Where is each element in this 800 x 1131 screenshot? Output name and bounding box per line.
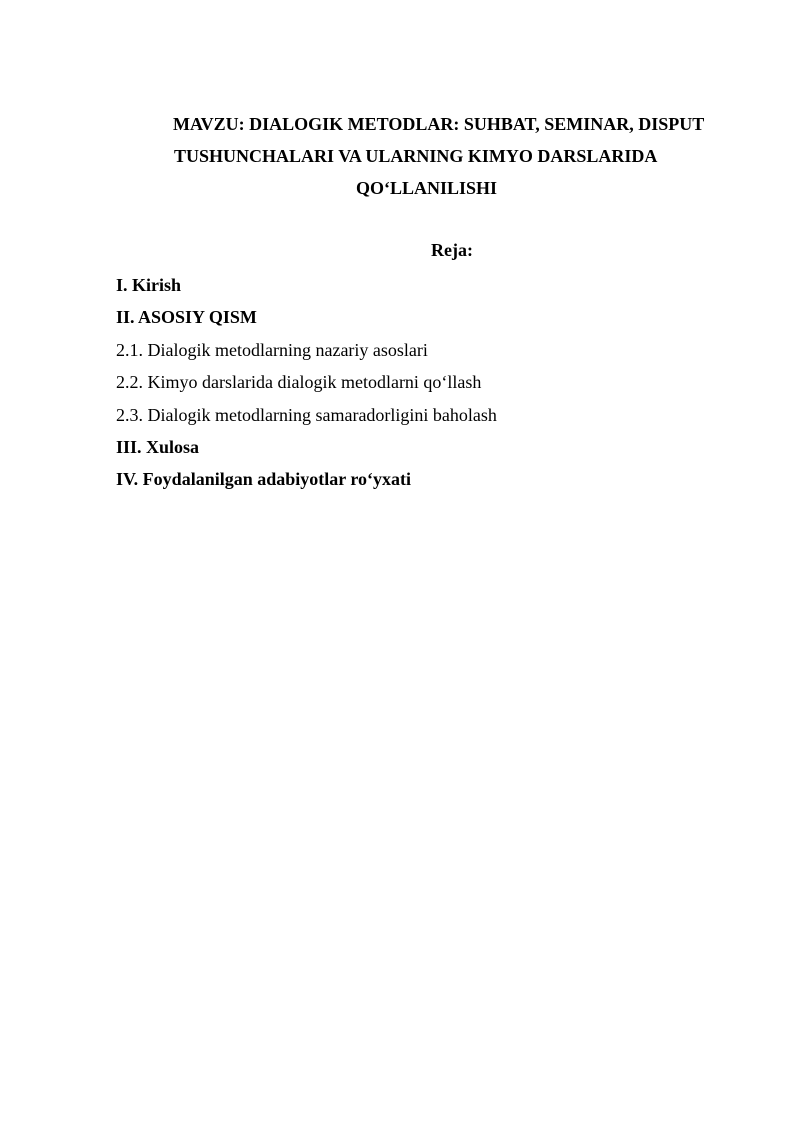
- plan-item-2-1: 2.1. Dialogik metodlarning nazariy asoslari: [116, 339, 428, 360]
- title-line-3: QO‘LLANILISHI: [356, 178, 498, 198]
- plan-item-conclusion: III. Xulosa: [116, 437, 200, 458]
- plan-item-2-2: 2.2. Kimyo darslarida dialogik metodlarni qo‘llash: [116, 372, 482, 393]
- plan-item-2-3: 2.3. Dialogik metodlarning samaradorligini baholash: [116, 404, 497, 425]
- title-line-1: MAVZU: DIALOGIK METODLAR: SUHBAT, SEMINAR, DISPUT: [173, 114, 705, 134]
- plan-heading: Reja:: [431, 240, 473, 260]
- plan-item-introduction: I. Kirish: [116, 275, 182, 295]
- title-line-2: TUSHUNCHALARI VA ULARNING KIMYO DARSLARIDA: [174, 146, 658, 166]
- plan-list: [116, 269, 497, 496]
- plan-item-references: IV. Foydalanilgan adabiyotlar ro‘yxati: [116, 469, 412, 490]
- plan-item-main-part: II. ASOSIY QISM: [116, 307, 257, 328]
